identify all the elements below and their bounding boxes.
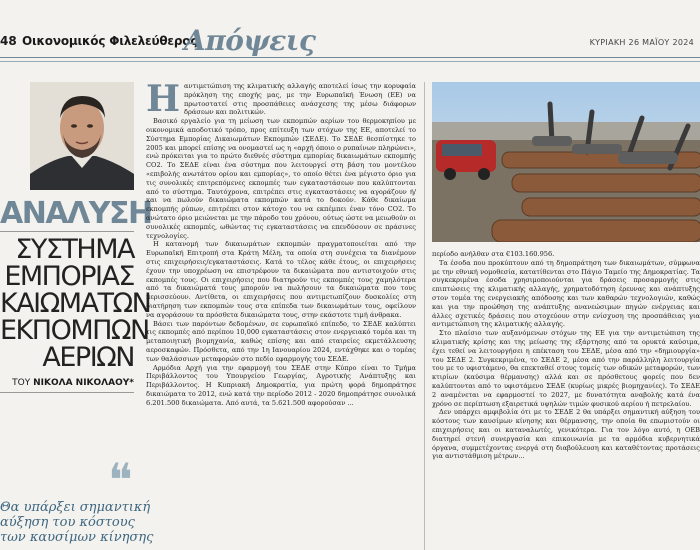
article-kicker: ΑΝΑΛΥΣΗ — [0, 196, 152, 231]
header-rule — [0, 57, 700, 58]
article-body-column-1 — [146, 82, 416, 550]
byline-rule — [0, 392, 134, 393]
paragraph: Τα έσοδα που προκύπτουν από τη δημοπράτηση των δικαιωμάτων, σύμφωνα με την εθνική νομοθεσία, κατατίθενται στο Πάγιο Ταμείο της Δημοκρατίας. Τα συγκεκριμένα έσοδα χρησιμοποιούνται για δράσεις προσαρμογής στις επιπτώσεις της κλιματικής αλλαγής, χρηματοδότηση έρευνας και ανάπτυξης στον τομέα της ενεργειακής απόδοσης και των καθαρών τεχνολογιών, καθώς και για την προώθηση της ανάπτυξης ανανεώσιμων πηγών ενέργειας και άλλες σχετικές δράσεις που στοχεύουν στην ενίσχυση της προσπάθειας για αντιμετώπιση της κλιματικής αλλαγής. — [432, 258, 700, 329]
article-body-column-2 — [432, 250, 700, 550]
newspaper-name: Οικονομικός Φιλελεύθερος — [22, 34, 198, 48]
paragraph: Η κατανομή των δικαιωμάτων εκπομπών πραγματοποιείται από την Ευρωπαϊκή Επιτροπή στα Κράτη Μέλη, τα οποία στη συνέχεια τα διανέμουν στις επιχειρήσεις/εγκαταστάσεις. Κατά το τέλος κάθε έτους, οι επιχειρήσεις έχουν την υποχρέωση να επιστρέφουν τα δικαιώματα που αντιστοιχούν στις εκπομπές τους. Οι επιχειρήσεις που διατηρούν τις εκπομπές τους χαμηλότερα από τα δικαιώματά τους μπορούν να πωλήσουν τα δικαιώματα που τους περισσεύουν. Αντίθετα, οι επιχειρήσεις που αντιμετωπίζουν δυσκολίες στη διατήρηση των εκπομπών τους στα επίπεδα των δικαιωμάτων τους, οφείλουν να αγοράσουν τα πρόσθετα δικαιώματα τους, στην εκάστοτε τιμή άνθρακα. — [146, 240, 416, 319]
issue-date: ΚΥΡΙΑΚΗ 26 ΜΑΪΟΥ 2024 — [589, 38, 694, 47]
pull-quote — [0, 500, 154, 545]
title-line: ΕΚΠΟΜΠΩΝ — [0, 315, 149, 346]
title-line: ΚΑΙΩΜΑΤΩΝ — [0, 288, 151, 319]
section-title: Απόψεις — [184, 24, 316, 57]
title-line: ΑΕΡΙΩΝ — [42, 342, 134, 373]
page-header — [0, 0, 700, 70]
paragraph: Ηαντιμετώπιση της κλιματικής αλλαγής αποτελεί ίσως την κορυφαία πρόκληση της εποχής μας, με την Ευρωπαϊκή Ένωση (ΕΕ) να πρωτοστατεί στις προσπάθειες ανάσχεσης της μέσω διάφορων δράσεων και πολιτικών. — [146, 82, 416, 120]
paragraph: Βασικό εργαλείο για τη μείωση των εκπομπών αερίων του θερμοκηπίου με οικονομικά αποδοτικό τρόπο, προς επίτευξη των στόχων της ΕΕ, αποτελεί το Σύστημα Εμπορίας Δικαιωμάτων Εκπομπών (ΣΕΔΕ). Το ΣΕΔΕ θεσπίστηκε το 2005 και μπορεί επίσης να ονομαστεί ως η «αρχή όποιο ο ρυπαίνων πληρώνει», ενώ πρόκειται για το πρώτο διεθνές σύστημα εμπορίας δικαιωμάτων εκπομπής CO2. Το ΣΕΔΕ είναι ένα σύστημα που λειτουργεί στη βάση του μοντέλου «επιβολής ανωτάτου ορίου και εμπορίας», το οποίο θέτει ένα μέγιστο όριο για τις συνολικές επιτρεπόμενες εκπομπές των εγκαταστάσεων που καλύπτονται από το σύστημα. Ταυτόχρονα, επιτρέπει στις εγκαταστάσεις να αγοράζουν ή/και να πωλούν δικαιώματα εκπομπών κατά το δοκούν. Κάθε δικαίωμα εκπομπής ρύπων, επιτρέπει στον κάτοχο του να εκπέμπει έναν τόνο CO2. Το ανώτατο όριο μειώνεται με την πάροδο του χρόνου, ούτως ώστε να μειωθούν οι συνολικές εκπομπές, ωθώντας τις εγκαταστάσεις να επενδύσουν σε πράσινες τεχνολογίες. — [146, 117, 416, 240]
pull-quote-line: αύξηση του κόστους — [0, 515, 135, 530]
header-rule-thin — [0, 61, 700, 62]
byline-prefix: ΤΟΥ — [12, 378, 34, 388]
byline — [0, 378, 134, 388]
kicker-rule — [0, 231, 134, 232]
title-line: ΕΜΠΟΡΙΑΣ — [4, 261, 134, 292]
paragraph: Δεν υπάρχει αμφιβολία ότι με το ΣΕΔΕ 2 θα υπάρξει σημαντική αύξηση του κόστους των καυσίμων κίνησης και θέρμανσης, την οποία θα επωμιστούν οι επιχειρήσεις και οι καταναλωτές, γενικότερα. Για τον λόγο αυτό, η ΟΕΒ διατηρεί στενή συνεργασία και επικοινωνία με τα αρμόδια κυβερνητικά όργανα, συμμετέχοντας ενεργά στη διαβούλευση και καταθέτοντας προτάσεις για αντιστάθμιση μέτρων... — [432, 408, 700, 461]
paragraph: περίοδο ανήλθαν στα €103.160.956. — [432, 250, 555, 258]
author-photo — [30, 82, 134, 190]
paragraph: Στο πλαίσιο των αυξανόμενων στόχων της ΕΕ για την αντιμετώπιση της κλιματικής κρίσης και της μείωσης της εξάρτησης από τα ορυκτά καύσιμα, έχει τεθεί να λειτουργήσει η επέκταση του ΣΕΔΕ, μέσα από την «δημιουργία» του ΣΕΔΕ 2. Συγκεκριμένα, το ΣΕΔΕ 2, μέσα από την παράλληλη λειτουργία του με το υφιστάμενο, θα επεκταθεί στους τομείς των οδικών μεταφορών, των κτιρίων (καύσιμα θέρμανσης) αλλά και σε πρόσθετους φορείς που δεν καλύπτονται από το υφιστάμενο ΣΕΔΕ (κυρίως μικρές βιομηχανίες). Το ΣΕΔΕ 2 αναμένεται να εφαρμοστεί το 2027, με δυνατότητα αναβολής κατά ένα χρόνο σε περίπτωση εξαιρετικά υψηλών τιμών φυσικού αερίου ή πετρελαίου. — [432, 329, 700, 408]
column-separator — [424, 82, 425, 550]
author-name: ΝΙΚΟΛΑ ΝΙΚΟΛΑΟΥ* — [33, 378, 134, 388]
article-title — [0, 234, 151, 373]
dropcap: Η — [146, 82, 181, 120]
page-number: 48 — [0, 34, 17, 48]
pull-quote-line: των καυσίμων κίνησης — [0, 530, 154, 545]
pull-quote-line: Θα υπάρξει σημαντική — [0, 500, 151, 515]
quote-mark-icon: ❝ — [108, 453, 133, 507]
car-scrapyard-photo — [432, 82, 700, 242]
title-line: ΣΥΣΤΗΜΑ — [15, 234, 134, 265]
paragraph: Αρμόδια Αρχή για την εφαρμογή του ΣΕΔΕ στην Κύπρο είναι το Τμήμα Περιβάλλοντος του Υπουργείου Γεωργίας, Αγροτικής Ανάπτυξης και Περιβάλλοντος. Η Κυπριακή Δημοκρατία, για πρώτη φορά δημοπράτησε δικαιώματα το 2012, ενώ κατά την περίοδο 2012 - 2020 δημοπράτησε συνολικά 6.201.500 δικαιώματα. Από αυτά, τα 5.621.500 αφορούσαν ... — [146, 363, 416, 407]
paragraph: Βάσει των παρόντων δεδομένων, σε ευρωπαϊκό επίπεδο, το ΣΕΔΕ καλύπτει τις εκπομπές από περίπου 10,000 εγκαταστάσεις στον ενεργειακό τομέα και τη μεταποιητική βιομηχανία, καθώς επίσης και από εταιρείες εκμετάλλευσης αεροσκαφών. Πρόσθετα, από την 1η Ιανουαρίου 2024, εντάχθηκε και ο τομέας των θαλάσσιων μεταφορών στο πεδίο εφαρμογής του ΣΕΔΕ. — [146, 319, 416, 363]
